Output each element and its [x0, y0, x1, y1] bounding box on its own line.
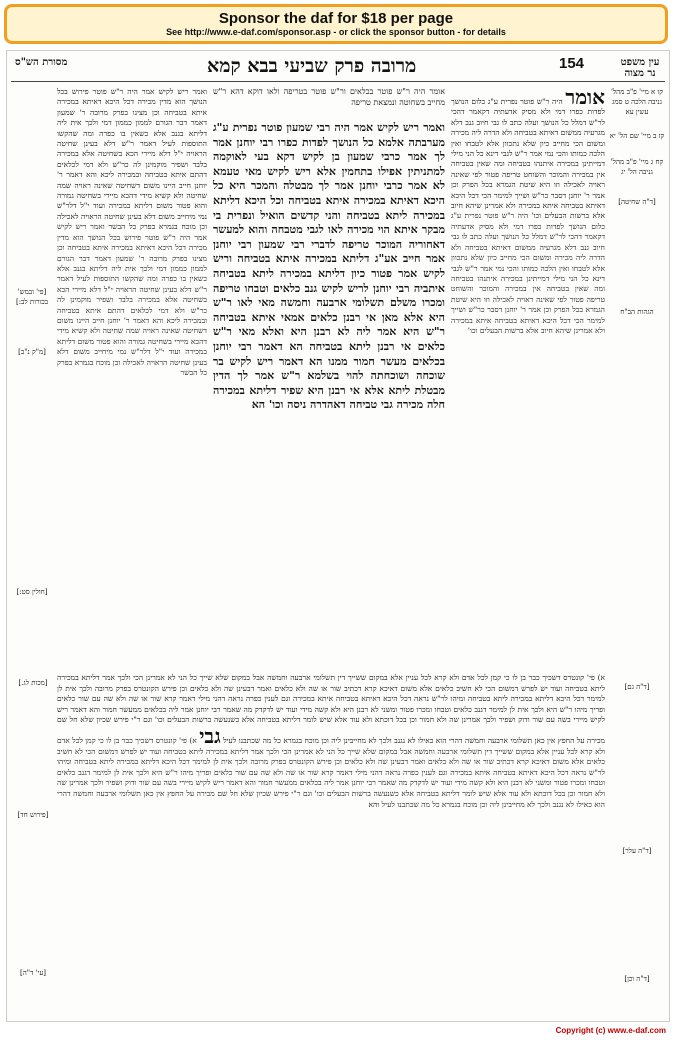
bottom-left-note: [פירוש חד]: [17, 811, 49, 819]
bottom-right-note: [ד"ה עלר]: [622, 847, 652, 855]
bottom-right-note: [ד"ה גם]: [624, 683, 650, 691]
talmud-page: [6, 50, 670, 1022]
header-divider: [11, 81, 665, 82]
bottom-right-note: [ד"ה וכן]: [624, 975, 650, 983]
sponsor-subtitle[interactable]: See http://www.e-daf.com/sponsor.asp - or click the sponsor button - for details: [166, 27, 506, 37]
bottom-left-note: [עי' ד"ה]: [19, 969, 47, 977]
bottom-text: א) פי' קונטרס דשכיך כבר בן לו כי קמן לכל אדם ולא קרא לכל עניין אלא במקום ששייך דין תשלומי ארבעה וחמשה אבל במקום שלא שייך כל הני לא אמרינן הכי ולכך אמר דליתא במכירה ליתא בטביחה ועוד יש לפרש דמשום הכי לא חשיב כלאים אלא משום דאיכא קרא דכתיב שור או שה ולא כלאים ואמר דבעינן שה ולא כלאים וכן פירש הקונטרס בפרק מרובה ולכך אית לן למימר דכל היכא דליתא במכירה ליתא בטביחה ומיהו לר"ש נראה דכל היכא דאיתא בטביחה איתא במכירה וגם לענין כפרה נראה דהני מילי דאמר קרא שור או שה ולא שה עם שור כלאים ופריך מיהו ר"ש היא ולכך אית לן למימר דגנב כלאים וטבחו ומכרו פטור ומשני לא רבנן היא ולא קשה מידי ועוד יש לדקדק מה שאמר רבי יוחנן אמר ליה בכלאים ממעשר חמור והא דאמר ריש לקיש מיירי בשה עם שור ודוק ושפיר ולכך אמרינן שה ולא חמור וכן בכל דוכתא ולא עוד אלא שיש לומר דליתא בטביחה אלא כשנעשה ברשות הבעלים וכו' וגם ר"י פירש שכיון שלא חל שם מכירה על החפץ אין כאן תשלומי ארבעה וחמשה דהרי הוא כאילו לא נגנב ולכך לא מחייבינן ליה וכן מוכח בגמרא כל מה שכתבנו לעיל: [57, 673, 605, 745]
left-margin-note: [פי' ובמש' בכורות לב:]: [15, 288, 49, 306]
rashi-opening-word: אומר: [565, 87, 605, 109]
rashi-text: היה ר"ש פוטר נפרית ע"ג כלום הנושך לפדות כפרו דמי ולא מסיק אדעתיה דקאמר דהכי לר"ש דמלל כל הנושך ועלה כתב לו גבי חיוב גנב דלא מגרעיה ממשום דאיתא בטביחה ולא הדרה ליה מכירה ומשום הכי מחייב כיון שלא נתכוון אלא לטבחו ואין הלכה כמותו והכי נמי אמר ר"ש לגבי דינא כל הני מילי דמייתינן במכירה איתנהו בטביחה ומה שאין בטביחה אין במכירה והמוכר והשוחט טריפה פטור לפי שאינה ראויה לאכילה וזו היא שיטת הגמרא בכל הפרק וכן אמר ר' יוחנן דסבר כר"ש ושייך למימר הכי דכל היכא דאיתא בטביחה איתא במכירה ולא אמרינן שיהא חיוב אלא ברשות הבעלים וכו': [451, 97, 605, 221]
page-title: מרובה פרק שביעי בבא קמא: [207, 55, 417, 77]
right-margin-note: קז ב מיי' שם הל' יא: [609, 132, 665, 140]
right-margin-notes: [609, 87, 665, 667]
gemara-top-text: אומר היה ר"ש פוטר בכלאים ור"ש פוטר בטריפה ולאו דוקא דהא ר"ש מחייב בשחוטה ונמצאת טריפה: [213, 87, 445, 107]
rashi-text-continued: היה ר"ש פוטר נפרית ע"ג כלום הנושך לפדות כפרו דמי ולא מסיק אדעתיה דקאמר דהכי לר"ש דמלל כל הנושך ועלה כתב לו גבי חיוב גנב דלא מגרעיה ממשום דאיתא בטביחה ולא הדרה ליה מכירה ומשום הכי מחייב כיון שלא נתכוון אלא לטבחו ואין הלכה כמותו והכי נמי אמר ר"ש לגבי דינא כל הני מילי דמייתינן במכירה איתנהו בטביחה ומה שאין בטביחה אין במכירה והמוכר והשוחט טריפה פטור לפי שאינה ראויה לאכילה וזו היא שיטת הגמרא בכל הפרק וכן אמר ר' יוחנן דסבר כר"ש ושייך למימר הכי דכל היכא דאיתא בטביחה איתא במכירה ולא אמרינן שיהא חיוב אלא ברשות הבעלים וכו': [451, 211, 605, 335]
right-margin-note: הגהות הב"ח: [620, 308, 654, 316]
gemara-end-word: הא: [251, 398, 266, 412]
ein-mishpat-label: עין משפט נר מצוה: [620, 57, 660, 79]
bottom-opening-word: גבי: [199, 723, 221, 748]
tosafot-text-continued: ואמר ריש לקיש אמר היה ר"ש פוטר פירוש בכל הנושך הוא מדין מכירה דכל היכא דאיתא במכירה איתא בטביחה וכן מצינו בפרק מרובה ר' שמעון דאמר דבר הגורם לממון כממון דמי ולכך אית ליה דליתא בגנב אלא כשאין בו כפרה ומה שהקשו התוספות לעיל דאמר ר"ש דלא בעינן שחיטה הראויה י"ל דלא מיירי הכא בשחיטה אלא במכירה בלבד ושפיר מוקמינן לה כר"ש ולא דמי לכלאים דהתם איתא בטביחה ובמכירה ליכא והא דאמר ר' יוחנן חייב היינו משום דשחיטה שאינה ראויה שמה שחיטה ולא קשיא מידי דהכא מיירי בשחיטה גמורה והוא פטור משום דליתא במכירה ועוד י"ל דלר"ש נמי מיחייב משום דלא בעינן שחיטה הראויה לאכילה וכן מוכח בגמרא בפרק כל הבשר: [57, 222, 207, 377]
tosafot-text: ואמר ריש לקיש אמר היה ר"ש פוטר פירוש בכל הנושך הוא מדין מכירה דכל היכא דאיתא במכירה איתא בטביחה וכן מצינו בפרק מרובה ר' שמעון דאמר דבר הגורם לממון כממון דמי ולכך אית ליה דליתא בגנב אלא כשאין בו כפרה ומה שהקשו התוספות לעיל דאמר ר"ש דלא בעינן שחיטה הראויה י"ל דלא מיירי הכא בשחיטה אלא במכירה בלבד ושפיר מוקמינן לה כר"ש ולא דמי לכלאים דהתם איתא בטביחה ובמכירה ליכא והא דאמר ר' יוחנן חייב היינו משום דשחיטה שאינה ראויה שמה שחיטה ולא קשיא מידי דהכא מיירי בשחיטה גמורה והוא פטור משום דליתא במכירה ועוד י"ל דלר"ש נמי מיחייב משום דלא בעינן שחיטה הראויה לאכילה וכן מוכח בגמרא בפרק כל הבשר: [57, 87, 207, 232]
left-margin-note: [חולין סט:]: [16, 588, 48, 596]
right-margin-note: קח ג מיי' פ"ב מהל' גניבה הל' יג: [610, 158, 664, 176]
bottom-text-continued: א) פי' קונטרס דשכיך כבר בן לו כי קמן לכל אדם ולא קרא לכל עניין אלא במקום ששייך דין תשלומי ארבעה וחמשה אבל במקום שלא שייך כל הני לא אמרינן הכי ולכך אמר דליתא במכירה ליתא בטביחה ועוד יש לפרש דמשום הכי לא חשיב כלאים אלא משום דאיכא קרא דכתיב שור או שה ולא כלאים ואמר דבעינן שה ולא כלאים וכן פירש הקונטרס בפרק מרובה ולכך אית לן למימר דכל היכא דליתא במכירה ליתא בטביחה ומיהו לר"ש נראה דכל היכא דאיתא בטביחה איתא במכירה וגם לענין כפרה נראה דהני מילי דאמר קרא שור או שה ולא שה עם שור כלאים ופריך מיהו ר"ש היא ולכך אית לן למימר דגנב כלאים וטבחו ומכרו פטור ומשני לא רבנן היא ולא קשה מידי ועוד יש לדקדק מה שאמר רבי יוחנן אמר ליה בכלאים ממעשר חמור והא דאמר ריש לקיש מיירי בשה עם שור ודוק ושפיר ולכך אמרינן שה ולא חמור וכן בכל דוכתא ולא עוד אלא שיש לומר דליתא בטביחה אלא כשנעשה ברשות הבעלים וכו' וגם ר"י פירש שכיון שלא חל שם מכירה על החפץ אין כאן תשלומי ארבעה וחמשה דהרי הוא כאילו לא נגנב ולכך לא מחייבינן ליה וכן מוכח בגמרא כל מה שכתבנו לעיל: [57, 735, 605, 809]
copyright-notice[interactable]: Copyright (c) www.e-daf.com: [555, 1026, 666, 1035]
sponsor-title: Sponsor the daf for $18 per page: [218, 10, 454, 27]
bottom-commentary: [57, 673, 605, 999]
left-margin-note: [מ"ק נ"ב]: [18, 348, 46, 356]
gemara-text: ואמר ריש לקיש אמר היה רבי שמעון פוטר נפרית ע"ג מערבתה אלמא כל הנושך לפדות כפרו רבי יוחנן אמר לך אמר כרבי שמעון בן לקיש דקא בעי לאוקמה למתניתין אפילו בתחמין אלא ריש לקיש מאי טעמא לא אמר כרבי יוחנן אמר לך מבטלה והמכר היא כל היכא דאיתא במכירה איתא בטביחה וכל היכא דליתא במכירה ליתא בטביחה והני קדשים הואיל ונפרית בי מבקר איתא הוי מכירה לאו לגבי מטבחה והוא למעשר דאחוריה המוכר טריפה לדברי רבי שמעון רבי יוחנן אמר חייב אע"ג דליתא במכירה איתא בטביחה וריש לקיש אמר פטור כיון דליתא במכירה ליתא בטביחה איתביה רבי יוחנן לריש לקיש גנב כלאים וטבחו טריפה ומכרו משלם תשלומי ארבעה וחמשה מאי לאו ר"ש היא אלא מאן אי רבנן כלאים אמאי איתא בטביחה ר"ש היא אמר ליה לא רבנן היא ואלא מאי ר"ש כלאים אי רבנן ליתא בטביחה הא דאמר רבי יוחנן בכלאים מעשר חמור ממנו הא דאמר ריש לקיש בר שוכחה ושוכחתה להוי בשלמא ר"ש אמר לך הדין מבטלת ליתא אלא אי רבנן היא שפיר דליתא במכירה חלה מכירה גבי טביחה דאהדרה ניסה וכו': [213, 121, 445, 412]
bottom-end-word: והא: [368, 799, 380, 809]
sponsor-banner[interactable]: [4, 4, 668, 44]
rashi-column: [451, 87, 605, 667]
masoret-label: מסורת הש"ס: [15, 57, 68, 68]
right-margin-note: קו א מיי' פ"ב מהל' גניבה הלכה ט סמג עשין עא: [610, 88, 664, 116]
left-margin-notes: [11, 87, 53, 667]
page-number: 154: [559, 55, 585, 72]
right-margin-note: [ד"ה שחיטה]: [618, 198, 656, 206]
bottom-left-note: [מכות לג.]: [18, 679, 48, 687]
gemara-column: [213, 121, 445, 667]
tosafot-column: [57, 87, 207, 667]
